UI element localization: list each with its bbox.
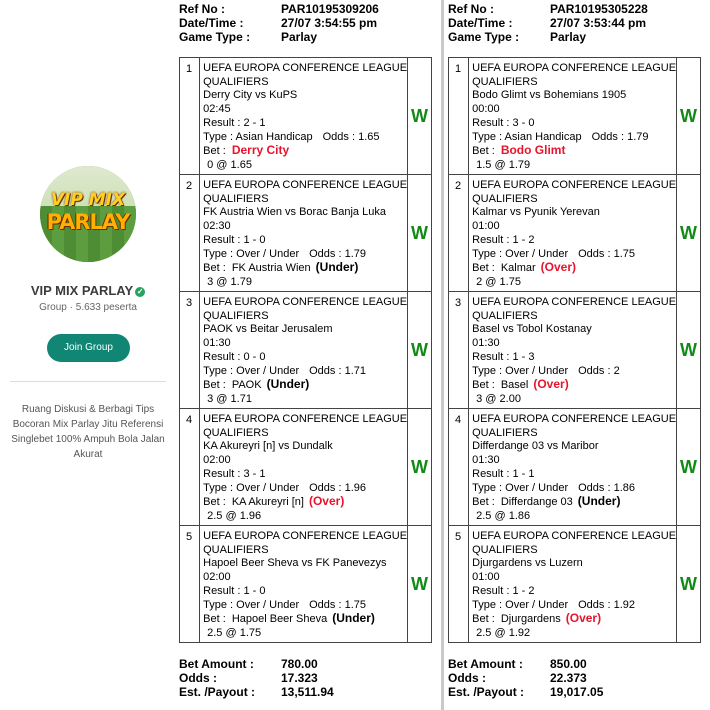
total-odds-label: Odds : xyxy=(448,671,486,685)
bet-row xyxy=(180,175,432,292)
datetime-value: 27/07 3:53:44 pm xyxy=(550,16,647,30)
league-stage: QUALIFIERS xyxy=(472,309,538,322)
result-line xyxy=(203,234,407,248)
avatar-logo-text-bottom: PARLAY xyxy=(46,210,130,234)
type-label: Type : xyxy=(472,481,506,494)
handicap-line: 2.5 @ 1.96 xyxy=(207,509,262,522)
verified-check-icon: ✓ xyxy=(136,287,144,296)
type-label: Type : xyxy=(472,364,506,377)
bet-number: 3 xyxy=(449,292,469,409)
bet-number: 1 xyxy=(449,58,469,175)
type-value: Asian Handicap xyxy=(235,130,313,143)
handicap-line: 0 @ 1.65 xyxy=(207,158,252,171)
bet-label: Bet : xyxy=(472,262,498,275)
bet-number: 5 xyxy=(449,526,469,643)
match-name: Derry City vs KuPS xyxy=(203,89,298,102)
result-label: Result : xyxy=(472,350,513,363)
bet-details xyxy=(469,58,677,175)
type-value: Over / Under xyxy=(236,598,300,611)
type-line xyxy=(203,599,407,613)
type-line xyxy=(203,365,407,379)
result-value: 3 - 0 xyxy=(512,116,535,129)
match-name: Djurgardens vs Luzern xyxy=(472,557,583,570)
win-status: W xyxy=(408,526,432,643)
bet-pick: Hapoel Beer Sheva xyxy=(231,613,328,626)
bet-details xyxy=(469,526,677,643)
bet-line xyxy=(203,495,407,510)
match-time: 01:30 xyxy=(472,337,500,350)
payout-value: 19,017.05 xyxy=(550,685,604,699)
type-value: Over / Under xyxy=(505,247,569,260)
win-status: W xyxy=(677,526,701,643)
odds-value: 1.92 xyxy=(613,598,636,611)
handicap-line: 2.5 @ 1.92 xyxy=(476,626,531,639)
league-name: UEFA EUROPA CONFERENCE LEAGUE xyxy=(472,413,677,425)
league-stage: QUALIFIERS xyxy=(472,543,538,556)
bet-side: (Under) xyxy=(315,260,359,275)
datetime-value: 27/07 3:54:55 pm xyxy=(281,16,378,30)
type-line xyxy=(472,131,676,145)
bet-row xyxy=(449,58,701,175)
bet-number: 2 xyxy=(449,175,469,292)
bet-label: Bet : xyxy=(472,613,498,626)
odds-value: 1.75 xyxy=(344,598,367,611)
league-name: UEFA EUROPA CONFERENCE LEAGUE xyxy=(203,62,408,74)
bet-label: Bet : xyxy=(203,262,229,275)
total-odds-value: 17.323 xyxy=(281,671,318,685)
handicap-line: 3 @ 1.71 xyxy=(207,392,252,405)
bet-number: 5 xyxy=(180,526,200,643)
result-label: Result : xyxy=(472,467,513,480)
odds-label: Odds : xyxy=(322,130,359,143)
result-line xyxy=(203,468,407,482)
result-label: Result : xyxy=(203,233,244,246)
match-time: 01:00 xyxy=(472,220,500,233)
bet-pick: PAOK xyxy=(231,379,262,392)
odds-label: Odds : xyxy=(309,481,345,494)
datetime-label: Date/Time : xyxy=(448,16,513,30)
bet-label: Bet : xyxy=(472,496,498,509)
payout-label: Est. /Payout : xyxy=(448,685,525,699)
bet-row xyxy=(449,292,701,409)
match-name: Bodo Glimt vs Bohemians 1905 xyxy=(472,89,627,102)
bet-ticket-1 xyxy=(176,0,441,710)
payout-label: Est. /Payout : xyxy=(179,685,256,699)
win-status: W xyxy=(408,175,432,292)
type-line xyxy=(203,248,407,262)
odds-value: 1.79 xyxy=(344,247,367,260)
gametype-value: Parlay xyxy=(550,30,587,44)
bet-number: 2 xyxy=(180,175,200,292)
result-label: Result : xyxy=(203,467,244,480)
win-status: W xyxy=(677,409,701,526)
bet-amount-label: Bet Amount : xyxy=(448,657,523,671)
bet-label: Bet : xyxy=(203,613,229,626)
league-name: UEFA EUROPA CONFERENCE LEAGUE xyxy=(203,296,408,308)
win-status: W xyxy=(408,409,432,526)
bet-side: (Under) xyxy=(266,377,310,392)
type-value: Over / Under xyxy=(236,247,300,260)
result-value: 1 - 0 xyxy=(243,233,266,246)
match-time: 02:00 xyxy=(203,454,231,467)
bet-amount-value: 780.00 xyxy=(281,657,318,671)
group-panel xyxy=(0,0,176,710)
odds-label: Odds : xyxy=(578,247,614,260)
bet-pick: Derry City xyxy=(231,143,290,158)
result-value: 3 - 1 xyxy=(243,467,266,480)
odds-value: 2 xyxy=(613,364,620,377)
league-name: UEFA EUROPA CONFERENCE LEAGUE xyxy=(472,530,677,542)
bet-details xyxy=(200,409,408,526)
league-stage: QUALIFIERS xyxy=(472,192,538,205)
type-line xyxy=(472,599,676,613)
match-name: Kalmar vs Pyunik Yerevan xyxy=(472,206,600,219)
bet-line xyxy=(472,495,676,510)
result-line xyxy=(472,117,676,131)
type-line xyxy=(472,365,676,379)
odds-label: Odds : xyxy=(309,598,345,611)
odds-value: 1.65 xyxy=(358,130,380,143)
divider xyxy=(10,381,166,382)
bet-row xyxy=(180,58,432,175)
result-label: Result : xyxy=(203,350,244,363)
match-time: 02:30 xyxy=(203,220,231,233)
handicap-line: 2.5 @ 1.86 xyxy=(476,509,531,522)
datetime-label: Date/Time : xyxy=(179,16,244,30)
bet-row xyxy=(449,409,701,526)
match-name: Differdange 03 vs Maribor xyxy=(472,440,599,453)
payout-value: 13,511.94 xyxy=(281,685,334,699)
result-value: 1 - 2 xyxy=(512,584,535,597)
type-label: Type : xyxy=(203,247,237,260)
result-value: 1 - 1 xyxy=(512,467,535,480)
bet-pick: Djurgardens xyxy=(500,613,561,626)
type-line xyxy=(472,248,676,262)
bet-line xyxy=(203,378,407,393)
odds-value: 1.86 xyxy=(613,481,636,494)
result-line xyxy=(203,351,407,365)
bet-details xyxy=(200,58,408,175)
bet-number: 1 xyxy=(180,58,200,175)
bet-pick: KA Akureyri [n] xyxy=(231,496,304,509)
type-label: Type : xyxy=(203,364,237,377)
type-label: Type : xyxy=(472,130,505,143)
bet-number: 3 xyxy=(180,292,200,409)
bet-amount-value: 850.00 xyxy=(550,657,587,671)
league-stage: QUALIFIERS xyxy=(203,309,269,322)
bet-line xyxy=(472,261,676,276)
type-value: Over / Under xyxy=(505,598,569,611)
match-time: 01:00 xyxy=(472,571,500,584)
bet-number: 4 xyxy=(180,409,200,526)
result-line xyxy=(472,585,676,599)
bet-side: (Over) xyxy=(565,611,602,626)
odds-label: Odds : xyxy=(578,481,614,494)
win-status: W xyxy=(677,292,701,409)
bet-pick: Differdange 03 xyxy=(500,496,573,509)
odds-label: Odds : xyxy=(309,247,345,260)
bet-pick: FK Austria Wien xyxy=(231,262,311,275)
handicap-line: 2 @ 1.75 xyxy=(476,275,521,288)
bet-pick: Kalmar xyxy=(500,262,536,275)
result-value: 2 - 1 xyxy=(243,116,266,129)
win-status: W xyxy=(408,58,432,175)
odds-value: 1.96 xyxy=(344,481,367,494)
bet-label: Bet : xyxy=(203,379,229,392)
ticket-separator xyxy=(441,0,444,710)
bet-ticket-2 xyxy=(445,0,710,710)
bet-label: Bet : xyxy=(203,145,229,158)
handicap-line: 3 @ 2.00 xyxy=(476,392,521,405)
bet-details xyxy=(200,292,408,409)
win-status: W xyxy=(677,58,701,175)
type-value: Asian Handicap xyxy=(504,130,582,143)
result-label: Result : xyxy=(203,116,244,129)
win-status: W xyxy=(677,175,701,292)
result-line xyxy=(203,117,407,131)
type-label: Type : xyxy=(203,130,236,143)
bet-side: (Over) xyxy=(533,377,569,392)
league-stage: QUALIFIERS xyxy=(203,426,269,439)
bet-line xyxy=(472,612,676,627)
total-odds-label: Odds : xyxy=(179,671,217,685)
match-time: 01:30 xyxy=(203,337,231,350)
league-stage: QUALIFIERS xyxy=(203,192,269,205)
bet-label: Bet : xyxy=(472,145,498,158)
result-value: 0 - 0 xyxy=(243,350,266,363)
bet-row xyxy=(449,175,701,292)
match-time: 00:00 xyxy=(472,103,500,116)
result-value: 1 - 2 xyxy=(512,233,535,246)
type-value: Over / Under xyxy=(236,364,300,377)
bet-pick: Bodo Glimt xyxy=(500,143,566,158)
match-time: 02:00 xyxy=(203,571,231,584)
bet-details xyxy=(469,175,677,292)
ref-label: Ref No : xyxy=(179,2,225,16)
result-line xyxy=(472,351,676,365)
league-stage: QUALIFIERS xyxy=(472,75,538,88)
type-value: Over / Under xyxy=(505,364,569,377)
league-name: UEFA EUROPA CONFERENCE LEAGUE xyxy=(472,179,677,191)
bet-table xyxy=(179,57,432,643)
total-odds-value: 22.373 xyxy=(550,671,587,685)
type-label: Type : xyxy=(203,598,237,611)
match-name: FK Austria Wien vs Borac Banja Luka xyxy=(203,206,386,219)
odds-value: 1.71 xyxy=(344,364,367,377)
match-name: PAOK vs Beitar Jerusalem xyxy=(203,323,333,336)
bet-table xyxy=(448,57,701,643)
type-line xyxy=(203,131,407,145)
match-name: Basel vs Tobol Kostanay xyxy=(472,323,592,336)
group-name xyxy=(0,283,176,298)
type-label: Type : xyxy=(203,481,237,494)
odds-value: 1.75 xyxy=(613,247,636,260)
bet-row xyxy=(180,292,432,409)
result-label: Result : xyxy=(203,584,244,597)
group-avatar[interactable] xyxy=(40,166,136,262)
bet-line xyxy=(203,261,407,276)
league-name: UEFA EUROPA CONFERENCE LEAGUE xyxy=(203,179,408,191)
league-name: UEFA EUROPA CONFERENCE LEAGUE xyxy=(472,296,677,308)
type-label: Type : xyxy=(472,247,506,260)
gametype-label: Game Type : xyxy=(448,30,520,44)
result-value: 1 - 0 xyxy=(243,584,266,597)
bet-side: (Over) xyxy=(308,494,345,509)
gametype-value: Parlay xyxy=(281,30,318,44)
odds-label: Odds : xyxy=(309,364,345,377)
bet-details xyxy=(469,292,677,409)
type-value: Over / Under xyxy=(505,481,569,494)
group-description: Ruang Diskusi & Berbagi Tips Bocoran Mix Parlay Jitu Referensi Singlebet 100% Ampuh Bola Jalan Akurat xyxy=(11,404,165,460)
bet-line xyxy=(472,378,676,393)
result-label: Result : xyxy=(472,116,513,129)
ref-label: Ref No : xyxy=(448,2,494,16)
bet-number: 4 xyxy=(449,409,469,526)
bet-row xyxy=(449,526,701,643)
result-line xyxy=(472,234,676,248)
group-meta: Group · 5.633 peserta xyxy=(39,302,137,313)
league-stage: QUALIFIERS xyxy=(472,426,538,439)
result-label: Result : xyxy=(472,233,513,246)
ref-value: PAR10195305228 xyxy=(550,2,648,16)
group-name-text: VIP MIX PARLAY xyxy=(30,283,134,298)
bet-label: Bet : xyxy=(472,379,498,392)
league-stage: QUALIFIERS xyxy=(203,543,269,556)
odds-label: Odds : xyxy=(578,364,614,377)
bet-row xyxy=(180,526,432,643)
result-value: 1 - 3 xyxy=(512,350,535,363)
league-name: UEFA EUROPA CONFERENCE LEAGUE xyxy=(472,62,677,74)
handicap-line: 3 @ 1.79 xyxy=(207,275,252,288)
match-time: 02:45 xyxy=(203,103,231,116)
bet-line xyxy=(203,612,407,627)
league-name: UEFA EUROPA CONFERENCE LEAGUE xyxy=(203,530,408,542)
bet-side: (Under) xyxy=(332,611,375,626)
match-name: Hapoel Beer Sheva vs FK Panevezys xyxy=(203,557,387,570)
bet-side: (Under) xyxy=(577,494,621,509)
join-group-button[interactable]: Join Group xyxy=(47,334,130,362)
bet-details xyxy=(200,175,408,292)
bet-pick: Basel xyxy=(500,379,529,392)
type-label: Type : xyxy=(472,598,506,611)
bet-line xyxy=(472,144,676,159)
match-time: 01:30 xyxy=(472,454,500,467)
bet-side: (Over) xyxy=(540,260,576,275)
avatar-logo-text-top: VIP MIX xyxy=(50,190,126,210)
result-label: Result : xyxy=(472,584,513,597)
result-line xyxy=(472,468,676,482)
bet-label: Bet : xyxy=(203,496,229,509)
win-status: W xyxy=(408,292,432,409)
type-line xyxy=(203,482,407,496)
handicap-line: 1.5 @ 1.79 xyxy=(476,158,531,171)
result-line xyxy=(203,585,407,599)
odds-label: Odds : xyxy=(591,130,628,143)
ref-value: PAR10195309206 xyxy=(281,2,379,16)
bet-details xyxy=(469,409,677,526)
odds-label: Odds : xyxy=(578,598,614,611)
match-name: KA Akureyri [n] vs Dundalk xyxy=(203,440,333,453)
handicap-line: 2.5 @ 1.75 xyxy=(207,626,262,639)
bet-details xyxy=(200,526,408,643)
bet-amount-label: Bet Amount : xyxy=(179,657,254,671)
bet-line xyxy=(203,144,407,159)
odds-value: 1.79 xyxy=(627,130,649,143)
gametype-label: Game Type : xyxy=(179,30,251,44)
type-line xyxy=(472,482,676,496)
league-stage: QUALIFIERS xyxy=(203,75,269,88)
league-name: UEFA EUROPA CONFERENCE LEAGUE xyxy=(203,413,408,425)
type-value: Over / Under xyxy=(236,481,300,494)
bet-row xyxy=(180,409,432,526)
